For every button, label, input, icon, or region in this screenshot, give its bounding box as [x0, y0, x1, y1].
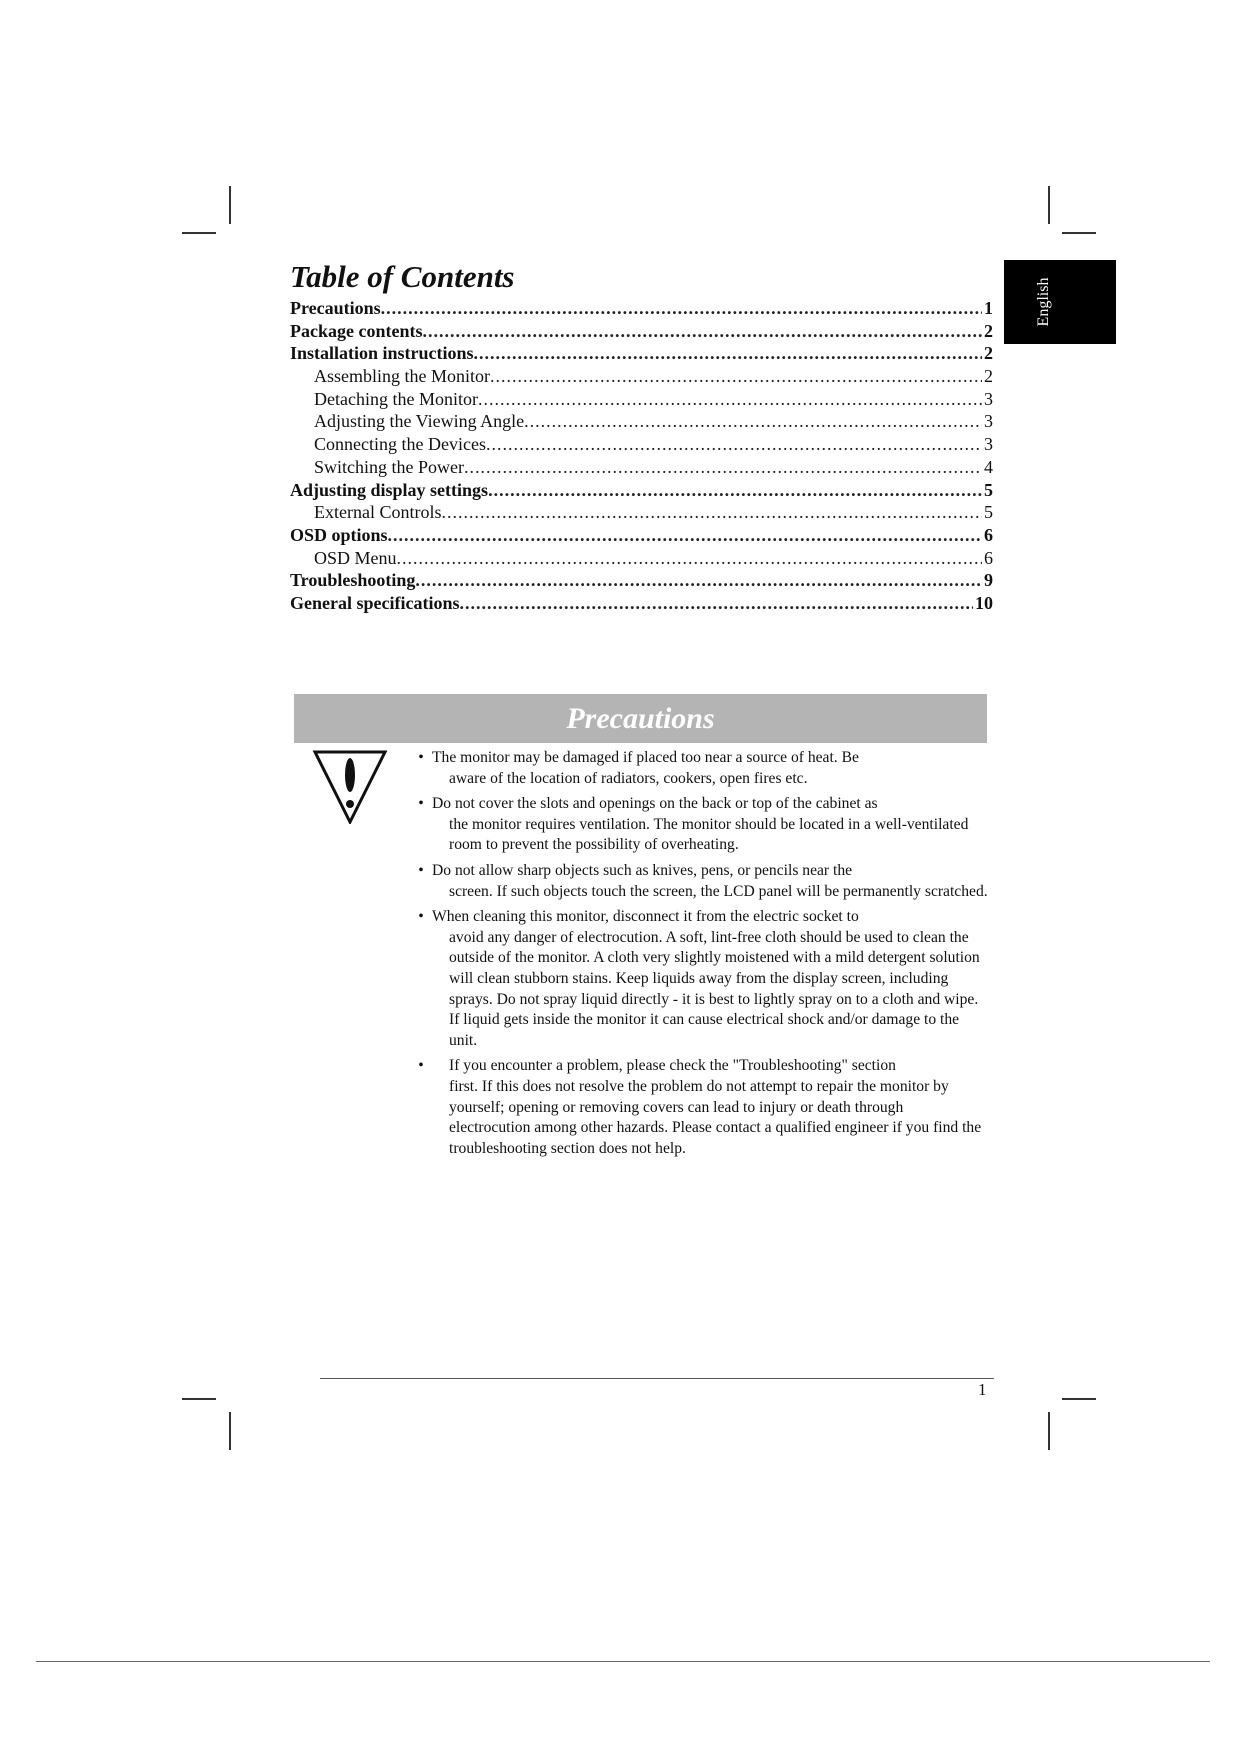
toc-entry-page: 2	[984, 343, 993, 364]
toc-entry[interactable]	[290, 343, 993, 366]
precaution-text: avoid any danger of electrocution. A soft, lint-free cloth should be used to clean the outside of the monitor. A cloth very slightly moistened with a mild detergent solution will clean stubborn stains. Keep liquids away from the display screen, including sprays. Do not spray liquid directly - it is best to lightly spray on to a cloth and wipe. If liquid gets inside the monitor it can cause electrical shock and/or damage to the unit.	[449, 928, 980, 1049]
toc-entry-label: External Controls	[314, 502, 442, 523]
toc-entry[interactable]	[290, 411, 993, 434]
toc-entry-page: 1	[984, 298, 993, 318]
toc-leader-dots	[490, 366, 982, 387]
toc-entry-page: 2	[984, 366, 993, 387]
toc-entry-label: General specifications	[290, 592, 460, 613]
toc-entry-page: 5	[984, 502, 993, 523]
toc-leader-dots	[397, 548, 982, 569]
toc-entry[interactable]	[290, 389, 993, 412]
toc-entry-page: 3	[984, 434, 993, 455]
toc-entry-label: Switching the Power	[314, 456, 464, 477]
precautions-heading-bar	[294, 694, 987, 743]
toc-entry-label: Troubleshooting	[290, 570, 416, 591]
toc-entry-page: 6	[984, 547, 993, 568]
toc-entry[interactable]	[290, 434, 993, 457]
toc-entry-label: Connecting the Devices	[314, 434, 486, 455]
precaution-first-line: The monitor may be damaged if placed too near a source of heat. Be	[432, 749, 859, 766]
toc-leader-dots	[441, 502, 982, 523]
precaution-first-line: If you encounter a problem, please check the "Troubleshooting" section	[449, 1057, 896, 1075]
toc-entry-label: Adjusting the Viewing Angle	[314, 411, 525, 432]
toc-entry-page: 10	[975, 592, 993, 613]
precaution-text: the monitor requires ventilation. The monitor should be located in a well-ventilated room to prevent the possibility of overheating.	[449, 815, 969, 854]
toc-leader-dots	[486, 434, 982, 455]
crop-mark	[182, 1398, 216, 1400]
toc-title: Table of Contents	[290, 259, 515, 294]
crop-mark	[1062, 232, 1096, 234]
precaution-item	[414, 748, 988, 789]
toc-leader-dots	[459, 593, 973, 614]
toc-leader-dots	[381, 298, 982, 319]
toc-leader-dots	[464, 457, 982, 478]
toc-leader-dots	[422, 321, 982, 342]
toc-entry-page: 3	[984, 411, 993, 432]
toc-entry-page: 3	[984, 388, 993, 409]
precaution-item	[414, 907, 988, 1051]
crop-mark	[1048, 186, 1050, 224]
bullet-icon: •	[418, 861, 424, 879]
crop-mark	[1062, 1398, 1096, 1400]
crop-mark	[229, 1412, 231, 1450]
precautions-list	[414, 748, 988, 1164]
toc-entry-page: 9	[984, 570, 993, 591]
bottom-rule	[36, 1661, 1210, 1662]
precaution-first-line: Do not cover the slots and openings on the back or top of the cabinet as	[432, 795, 878, 813]
toc-entry-label: Package contents	[290, 320, 423, 341]
precaution-item	[414, 794, 988, 856]
toc-entry[interactable]	[290, 502, 993, 525]
bullet-icon: •	[418, 908, 424, 926]
precaution-item	[414, 1056, 988, 1159]
precaution-text: first. If this does not resolve the problem do not attempt to repair the monitor by yourself; opening or removing covers can lead to injury or death through electrocution among other hazards. Please contact a qualified engineer if you find the troubleshooting section does not help.	[449, 1077, 982, 1157]
toc-entry-label: Installation instructions	[290, 343, 474, 364]
language-tab-label: English	[1035, 277, 1052, 327]
toc-leader-dots	[524, 411, 982, 432]
toc-entry[interactable]	[290, 298, 993, 321]
toc-entry-page: 2	[984, 320, 993, 341]
toc-entry[interactable]	[290, 593, 993, 616]
toc-leader-dots	[488, 480, 982, 501]
precautions-heading: Precautions	[566, 702, 715, 735]
precaution-item	[414, 861, 988, 902]
toc-entry-page: 4	[984, 456, 993, 477]
warning-triangle-icon	[312, 748, 388, 824]
toc-entry[interactable]	[290, 457, 993, 480]
bullet-icon: •	[418, 795, 424, 813]
toc-entry[interactable]	[290, 480, 993, 503]
bullet-icon: •	[418, 1057, 424, 1075]
toc-entry[interactable]	[290, 321, 993, 344]
toc-leader-dots	[388, 525, 982, 546]
toc-entry[interactable]	[290, 366, 993, 389]
toc-entry-label: OSD options	[290, 524, 388, 545]
toc-entry-label: Precautions	[290, 298, 381, 318]
toc-entry-page: 5	[984, 479, 993, 500]
toc-entries	[290, 298, 993, 616]
crop-mark	[229, 186, 231, 224]
toc-entry[interactable]	[290, 525, 993, 548]
table-of-contents	[290, 258, 993, 616]
footer-rule	[320, 1378, 994, 1379]
crop-mark	[1048, 1412, 1050, 1450]
precaution-text: screen. If such objects touch the screen, the LCD panel will be permanently scratched.	[449, 882, 988, 900]
toc-entry-label: Detaching the Monitor	[314, 388, 478, 409]
language-tab	[1004, 260, 1116, 344]
toc-entry-label: Assembling the Monitor	[314, 366, 490, 387]
crop-mark	[182, 232, 216, 234]
toc-entry-label: Adjusting display settings	[290, 479, 489, 500]
bullet-icon: •	[418, 749, 424, 766]
page-number: 1	[978, 1380, 987, 1399]
toc-entry[interactable]	[290, 570, 993, 593]
toc-leader-dots	[474, 343, 982, 364]
precaution-first-line: When cleaning this monitor, disconnect it from the electric socket to	[432, 908, 859, 926]
toc-entry-page: 6	[984, 524, 993, 545]
precaution-text: aware of the location of radiators, cookers, open fires etc.	[449, 769, 808, 787]
toc-leader-dots	[415, 570, 982, 591]
precaution-first-line: Do not allow sharp objects such as knives, pens, or pencils near the	[432, 861, 853, 879]
toc-entry[interactable]	[290, 548, 993, 571]
toc-leader-dots	[478, 389, 982, 410]
toc-entry-label: OSD Menu	[314, 547, 397, 568]
